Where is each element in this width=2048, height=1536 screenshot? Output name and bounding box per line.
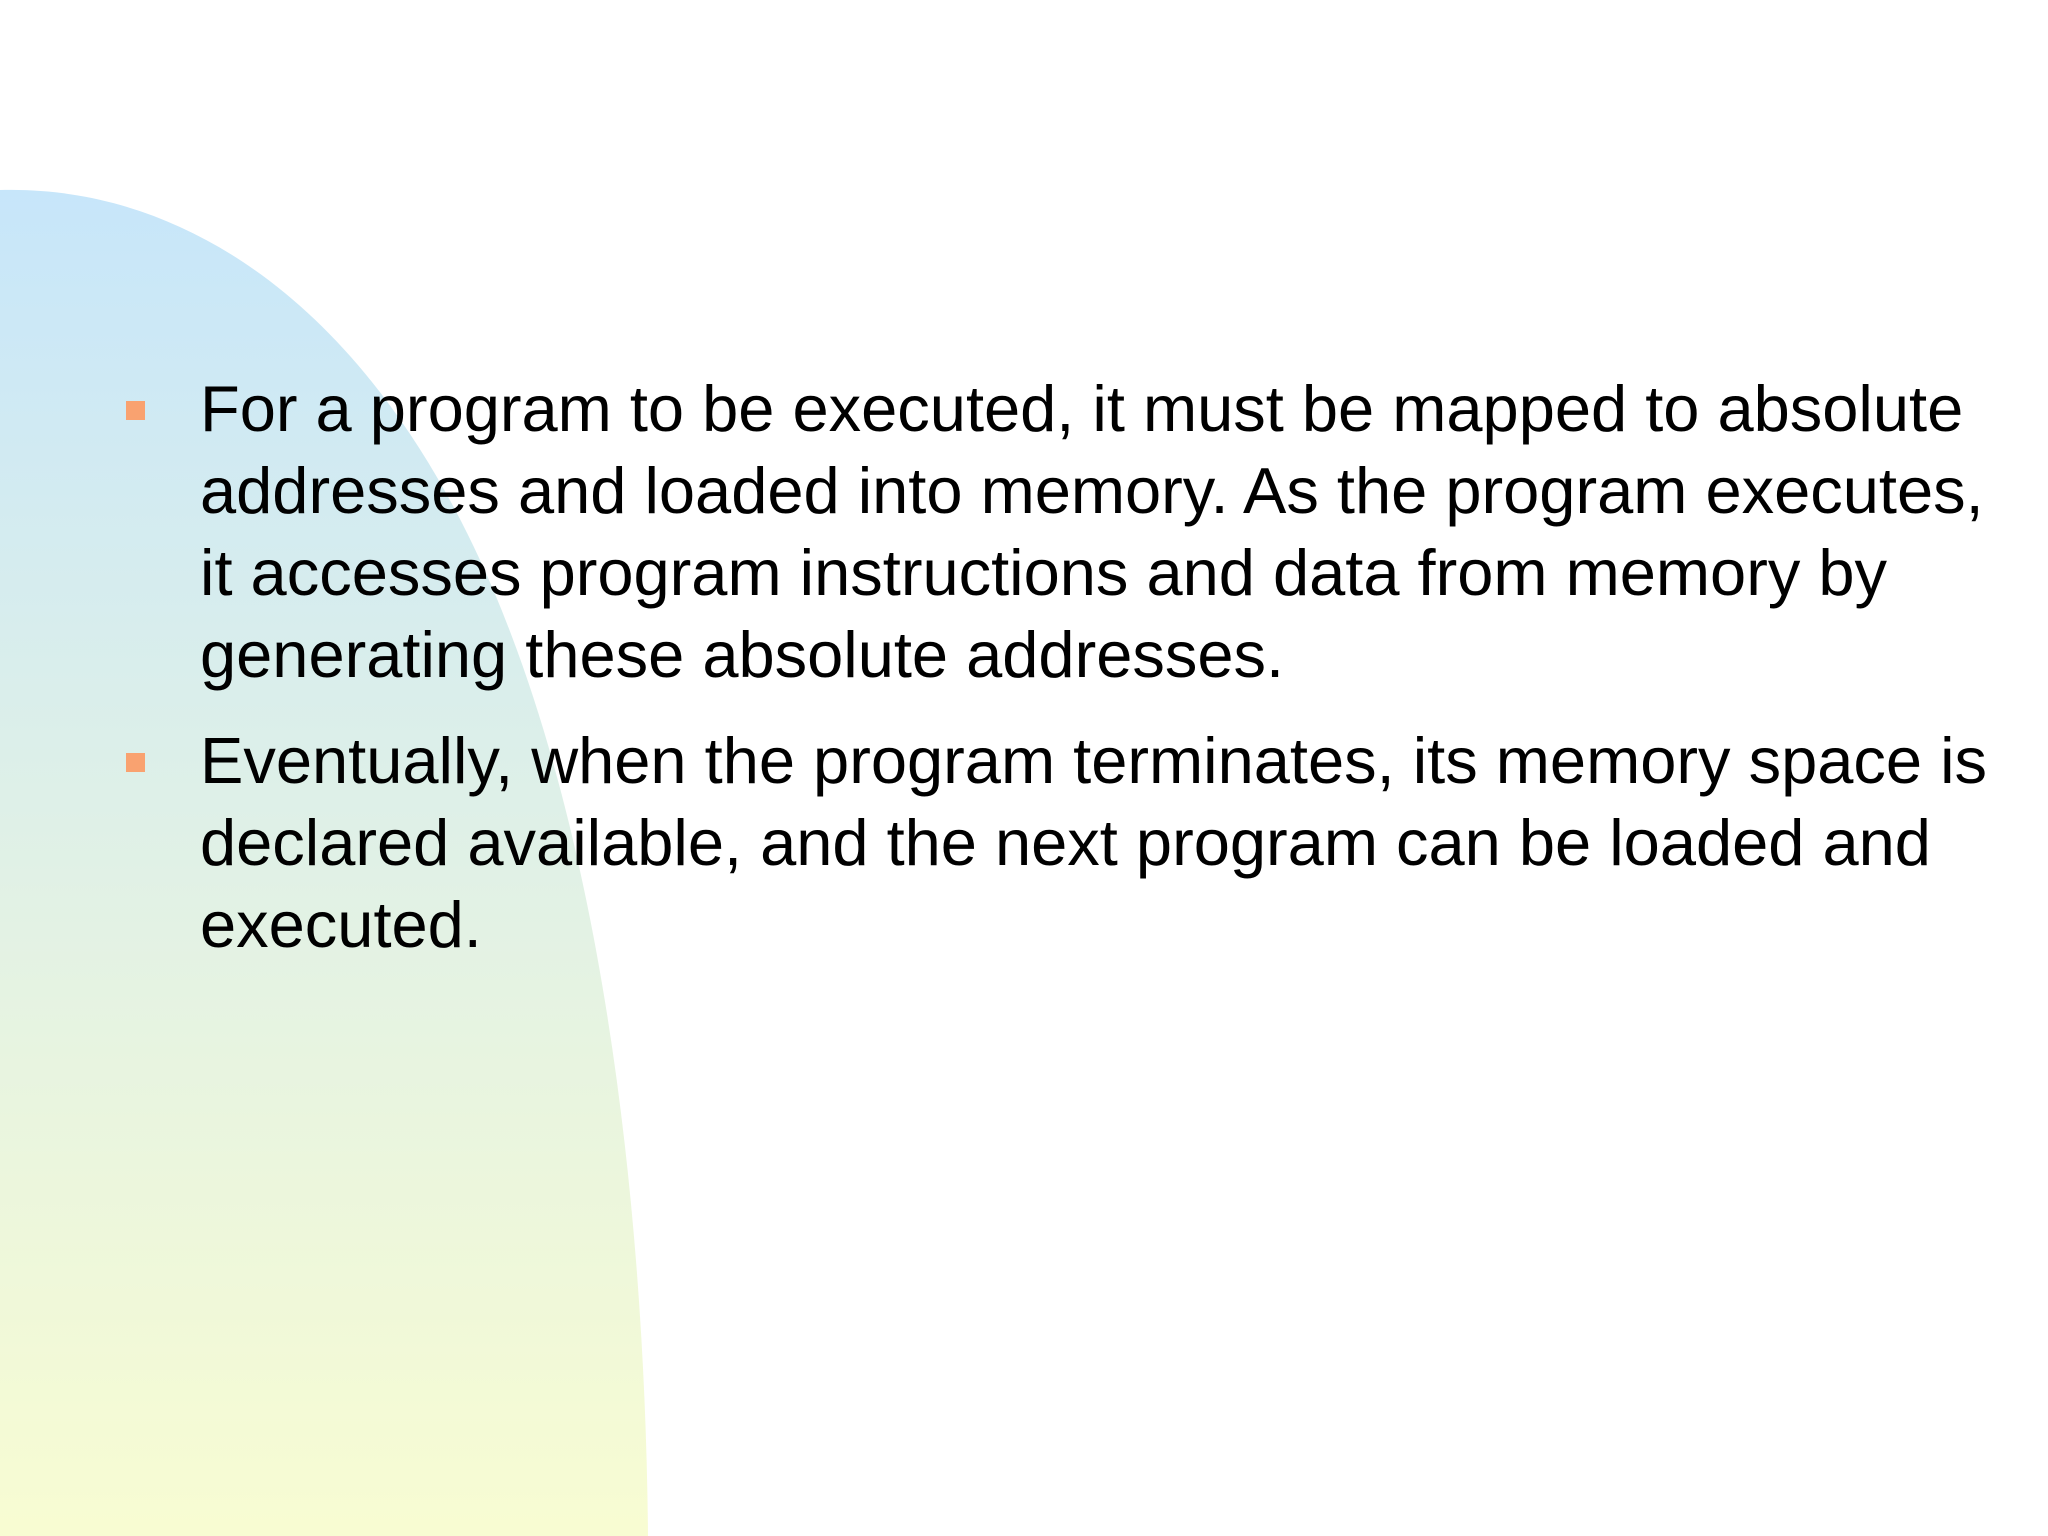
square-bullet-icon	[126, 753, 145, 772]
slide-body	[0, 368, 2048, 990]
bullet-text: Eventually, when the program terminates, its memory space is declared available, and the next program can be loaded and executed.	[200, 724, 1988, 961]
bullet-item	[0, 720, 2048, 966]
bullet-list	[0, 368, 2048, 966]
square-bullet-icon	[126, 401, 145, 420]
bullet-text: For a program to be executed, it must be mapped to absolute addresses and loaded into memory. As the program executes, it accesses program instructions and data from memory by generating these absolute addresses.	[200, 372, 1984, 691]
bullet-item	[0, 368, 2048, 696]
